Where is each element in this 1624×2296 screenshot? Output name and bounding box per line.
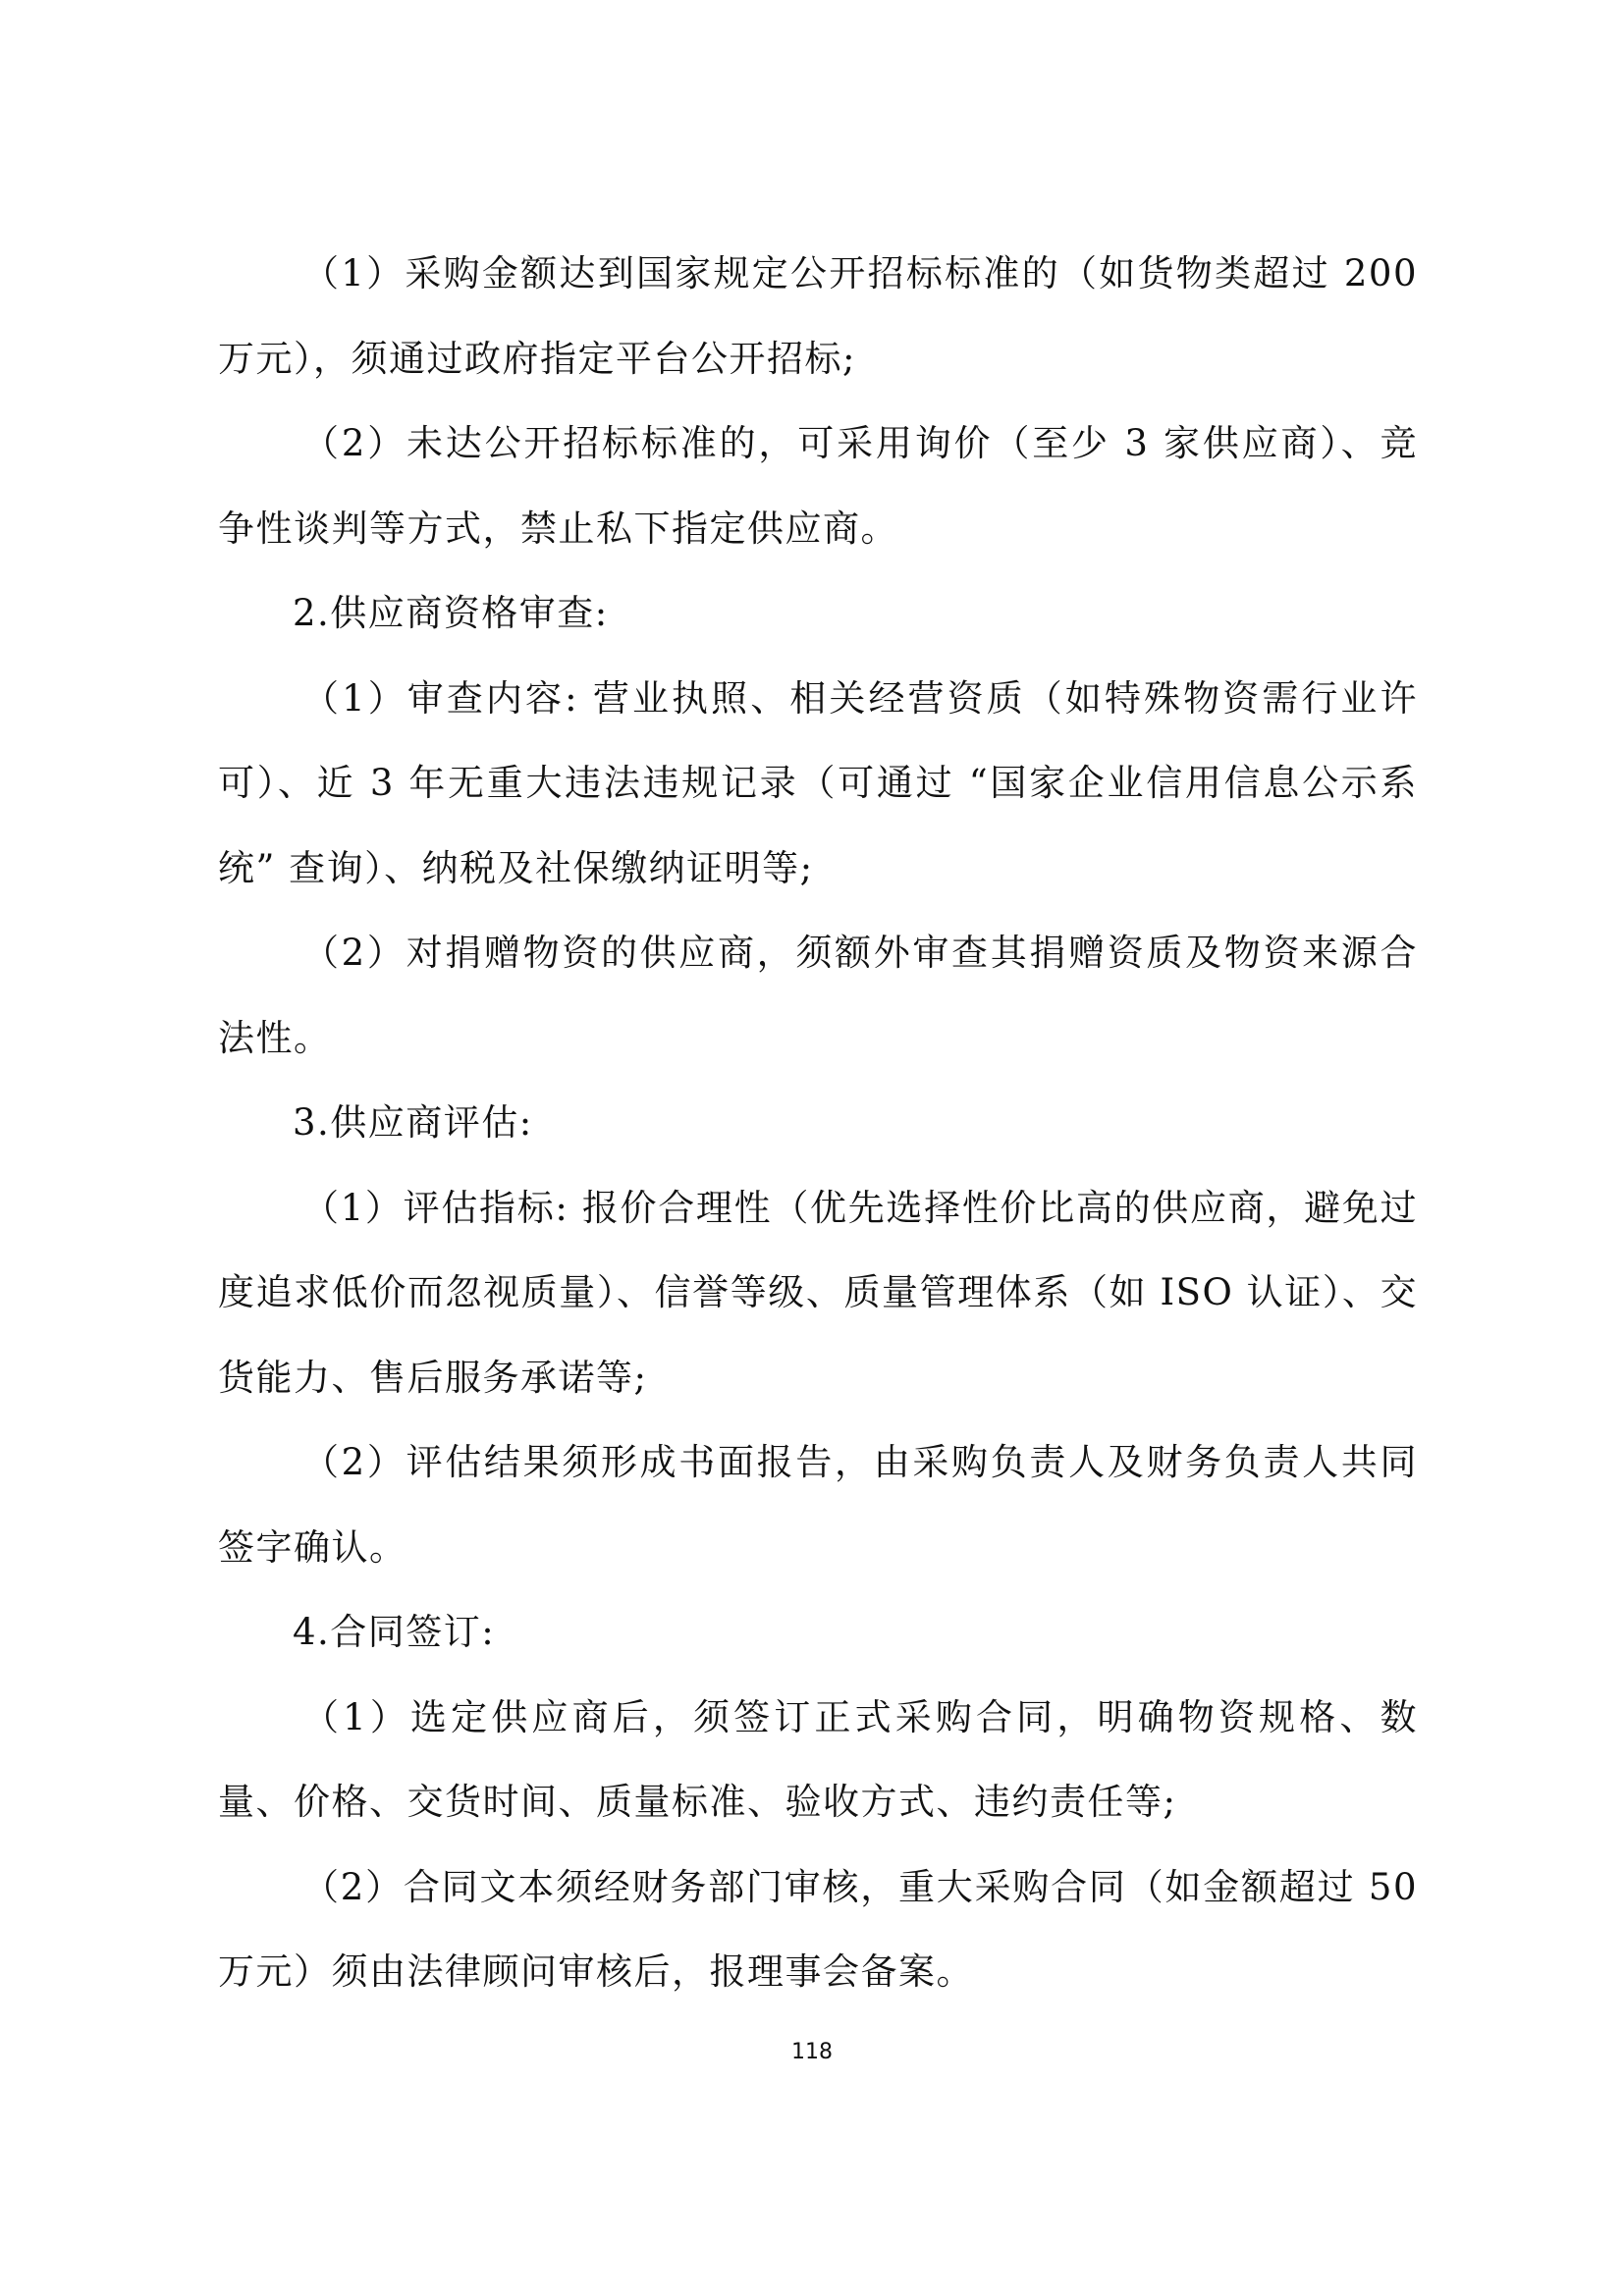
paragraph-procurement-below-threshold: （2）未达公开招标标准的，可采用询价（至少 3 家供应商）、竞争性谈判等方式，禁止私下指定供应商。 [218,422,1418,550]
paragraph-contract-review: （2）合同文本须经财务部门审核，重大采购合同（如金额超过 50 万元）须由法律顾问审核后，报理事会备案。 [218,1865,1418,1993]
section-heading-supplier-qualification: 2.供应商资格审查: [293,592,609,634]
paragraph-contract-formal: （1）选定供应商后，须签订正式采购合同，明确物资规格、数量、价格、交货时间、质量标准、验收方式、违约责任等; [218,1695,1418,1823]
paragraph-evaluation-indicators: （1）评估指标: 报价合理性（优先选择性价比高的供应商，避免过度追求低价而忽视质量）、信誉等级、质量管理体系（如 ISO 认证）、交货能力、售后服务承诺等; [218,1186,1418,1399]
paragraph-evaluation-report: （2）评估结果须形成书面报告，由采购负责人及财务负责人共同签字确认。 [218,1441,1418,1569]
document-body [218,232,1418,2015]
section-heading-contract-signing: 4.合同签订: [293,1611,496,1653]
paragraph-qualification-content: （1）审查内容: 营业执照、相关经营资质（如特殊物资需行业许可）、近 3 年无重大违法违规记录（可通过 “国家企业信用信息公示系统” 查询）、纳税及社保缴纳证明等; [218,676,1418,889]
paragraph-procurement-public-bidding: （1）采购金额达到国家规定公开招标标准的（如货物类超过 200 万元），须通过政府指定平台公开招标; [218,252,1418,380]
section-heading-supplier-evaluation: 3.供应商评估: [293,1101,533,1144]
page-number: 118 [791,2040,833,2064]
paragraph-donation-supplier: （2）对捐赠物资的供应商，须额外审查其捐赠资质及物资来源合法性。 [218,932,1418,1059]
